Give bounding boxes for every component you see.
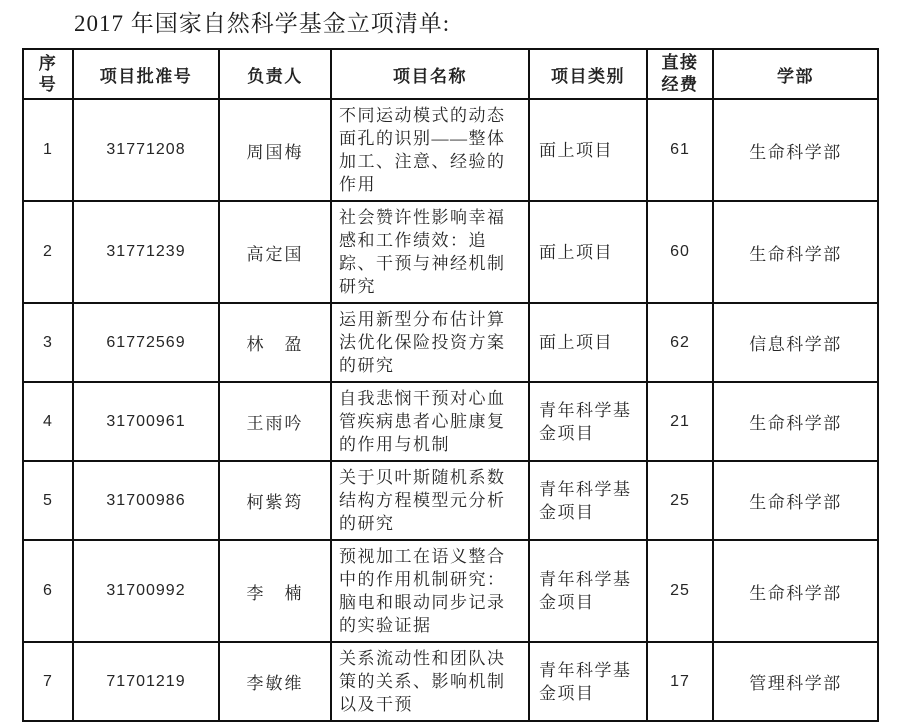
table-row: [23, 382, 878, 461]
cell-department: 生命科学部: [713, 461, 878, 540]
cell-seq: 5: [23, 461, 73, 540]
cell-department: 生命科学部: [713, 99, 878, 201]
cell-project-name: 关于贝叶斯随机系数结构方程模型元分析的研究: [331, 461, 529, 540]
cell-grant-no: 31771208: [73, 99, 219, 201]
cell-funding: 25: [647, 540, 713, 642]
cell-grant-no: 31700992: [73, 540, 219, 642]
cell-seq: 2: [23, 201, 73, 303]
cell-funding: 60: [647, 201, 713, 303]
cell-department: 管理科学部: [713, 642, 878, 721]
cell-project-name: 关系流动性和团队决策的关系、影响机制以及干预: [331, 642, 529, 721]
cell-pi: 周国梅: [219, 99, 331, 201]
cell-category: 面上项目: [529, 303, 647, 382]
cell-grant-no: 31771239: [73, 201, 219, 303]
header-category: 项目类别: [529, 49, 647, 99]
cell-department: 生命科学部: [713, 382, 878, 461]
header-seq: 序号: [23, 49, 73, 99]
table-row: [23, 642, 878, 721]
cell-funding: 62: [647, 303, 713, 382]
grant-table: [22, 48, 879, 722]
header-project-name: 项目名称: [331, 49, 529, 99]
table-row: [23, 461, 878, 540]
cell-pi: 林 盈: [219, 303, 331, 382]
cell-pi: 李敏维: [219, 642, 331, 721]
cell-department: 生命科学部: [713, 540, 878, 642]
cell-funding: 17: [647, 642, 713, 721]
cell-pi: 李 楠: [219, 540, 331, 642]
cell-funding: 25: [647, 461, 713, 540]
cell-grant-no: 61772569: [73, 303, 219, 382]
header-funding: 直接经费: [647, 49, 713, 99]
cell-project-name: 自我悲悯干预对心血管疾病患者心脏康复的作用与机制: [331, 382, 529, 461]
cell-grant-no: 31700986: [73, 461, 219, 540]
cell-category: 面上项目: [529, 201, 647, 303]
cell-category: 青年科学基金项目: [529, 461, 647, 540]
cell-funding: 61: [647, 99, 713, 201]
cell-category: 青年科学基金项目: [529, 642, 647, 721]
cell-grant-no: 71701219: [73, 642, 219, 721]
cell-grant-no: 31700961: [73, 382, 219, 461]
table-row: [23, 99, 878, 201]
cell-category: 面上项目: [529, 99, 647, 201]
cell-project-name: 社会赞许性影响幸福感和工作绩效：追踪、干预与神经机制研究: [331, 201, 529, 303]
header-grant-no: 项目批准号: [73, 49, 219, 99]
header-pi: 负责人: [219, 49, 331, 99]
cell-project-name: 预视加工在语义整合中的作用机制研究：脑电和眼动同步记录的实验证据: [331, 540, 529, 642]
cell-project-name: 运用新型分布估计算法优化保险投资方案的研究: [331, 303, 529, 382]
cell-seq: 3: [23, 303, 73, 382]
cell-pi: 王雨吟: [219, 382, 331, 461]
cell-project-name: 不同运动模式的动态面孔的识别——整体加工、注意、经验的作用: [331, 99, 529, 201]
cell-pi: 柯紫筠: [219, 461, 331, 540]
cell-seq: 1: [23, 99, 73, 201]
cell-seq: 4: [23, 382, 73, 461]
table-row: [23, 540, 878, 642]
cell-seq: 7: [23, 642, 73, 721]
cell-category: 青年科学基金项目: [529, 540, 647, 642]
table-row: [23, 201, 878, 303]
cell-funding: 21: [647, 382, 713, 461]
cell-department: 生命科学部: [713, 201, 878, 303]
cell-category: 青年科学基金项目: [529, 382, 647, 461]
cell-department: 信息科学部: [713, 303, 878, 382]
cell-pi: 高定国: [219, 201, 331, 303]
cell-seq: 6: [23, 540, 73, 642]
header-department: 学部: [713, 49, 878, 99]
table-row: [23, 303, 878, 382]
page-title: 2017 年国家自然科学基金立项清单:: [74, 11, 451, 36]
table-header-row: [23, 49, 878, 99]
